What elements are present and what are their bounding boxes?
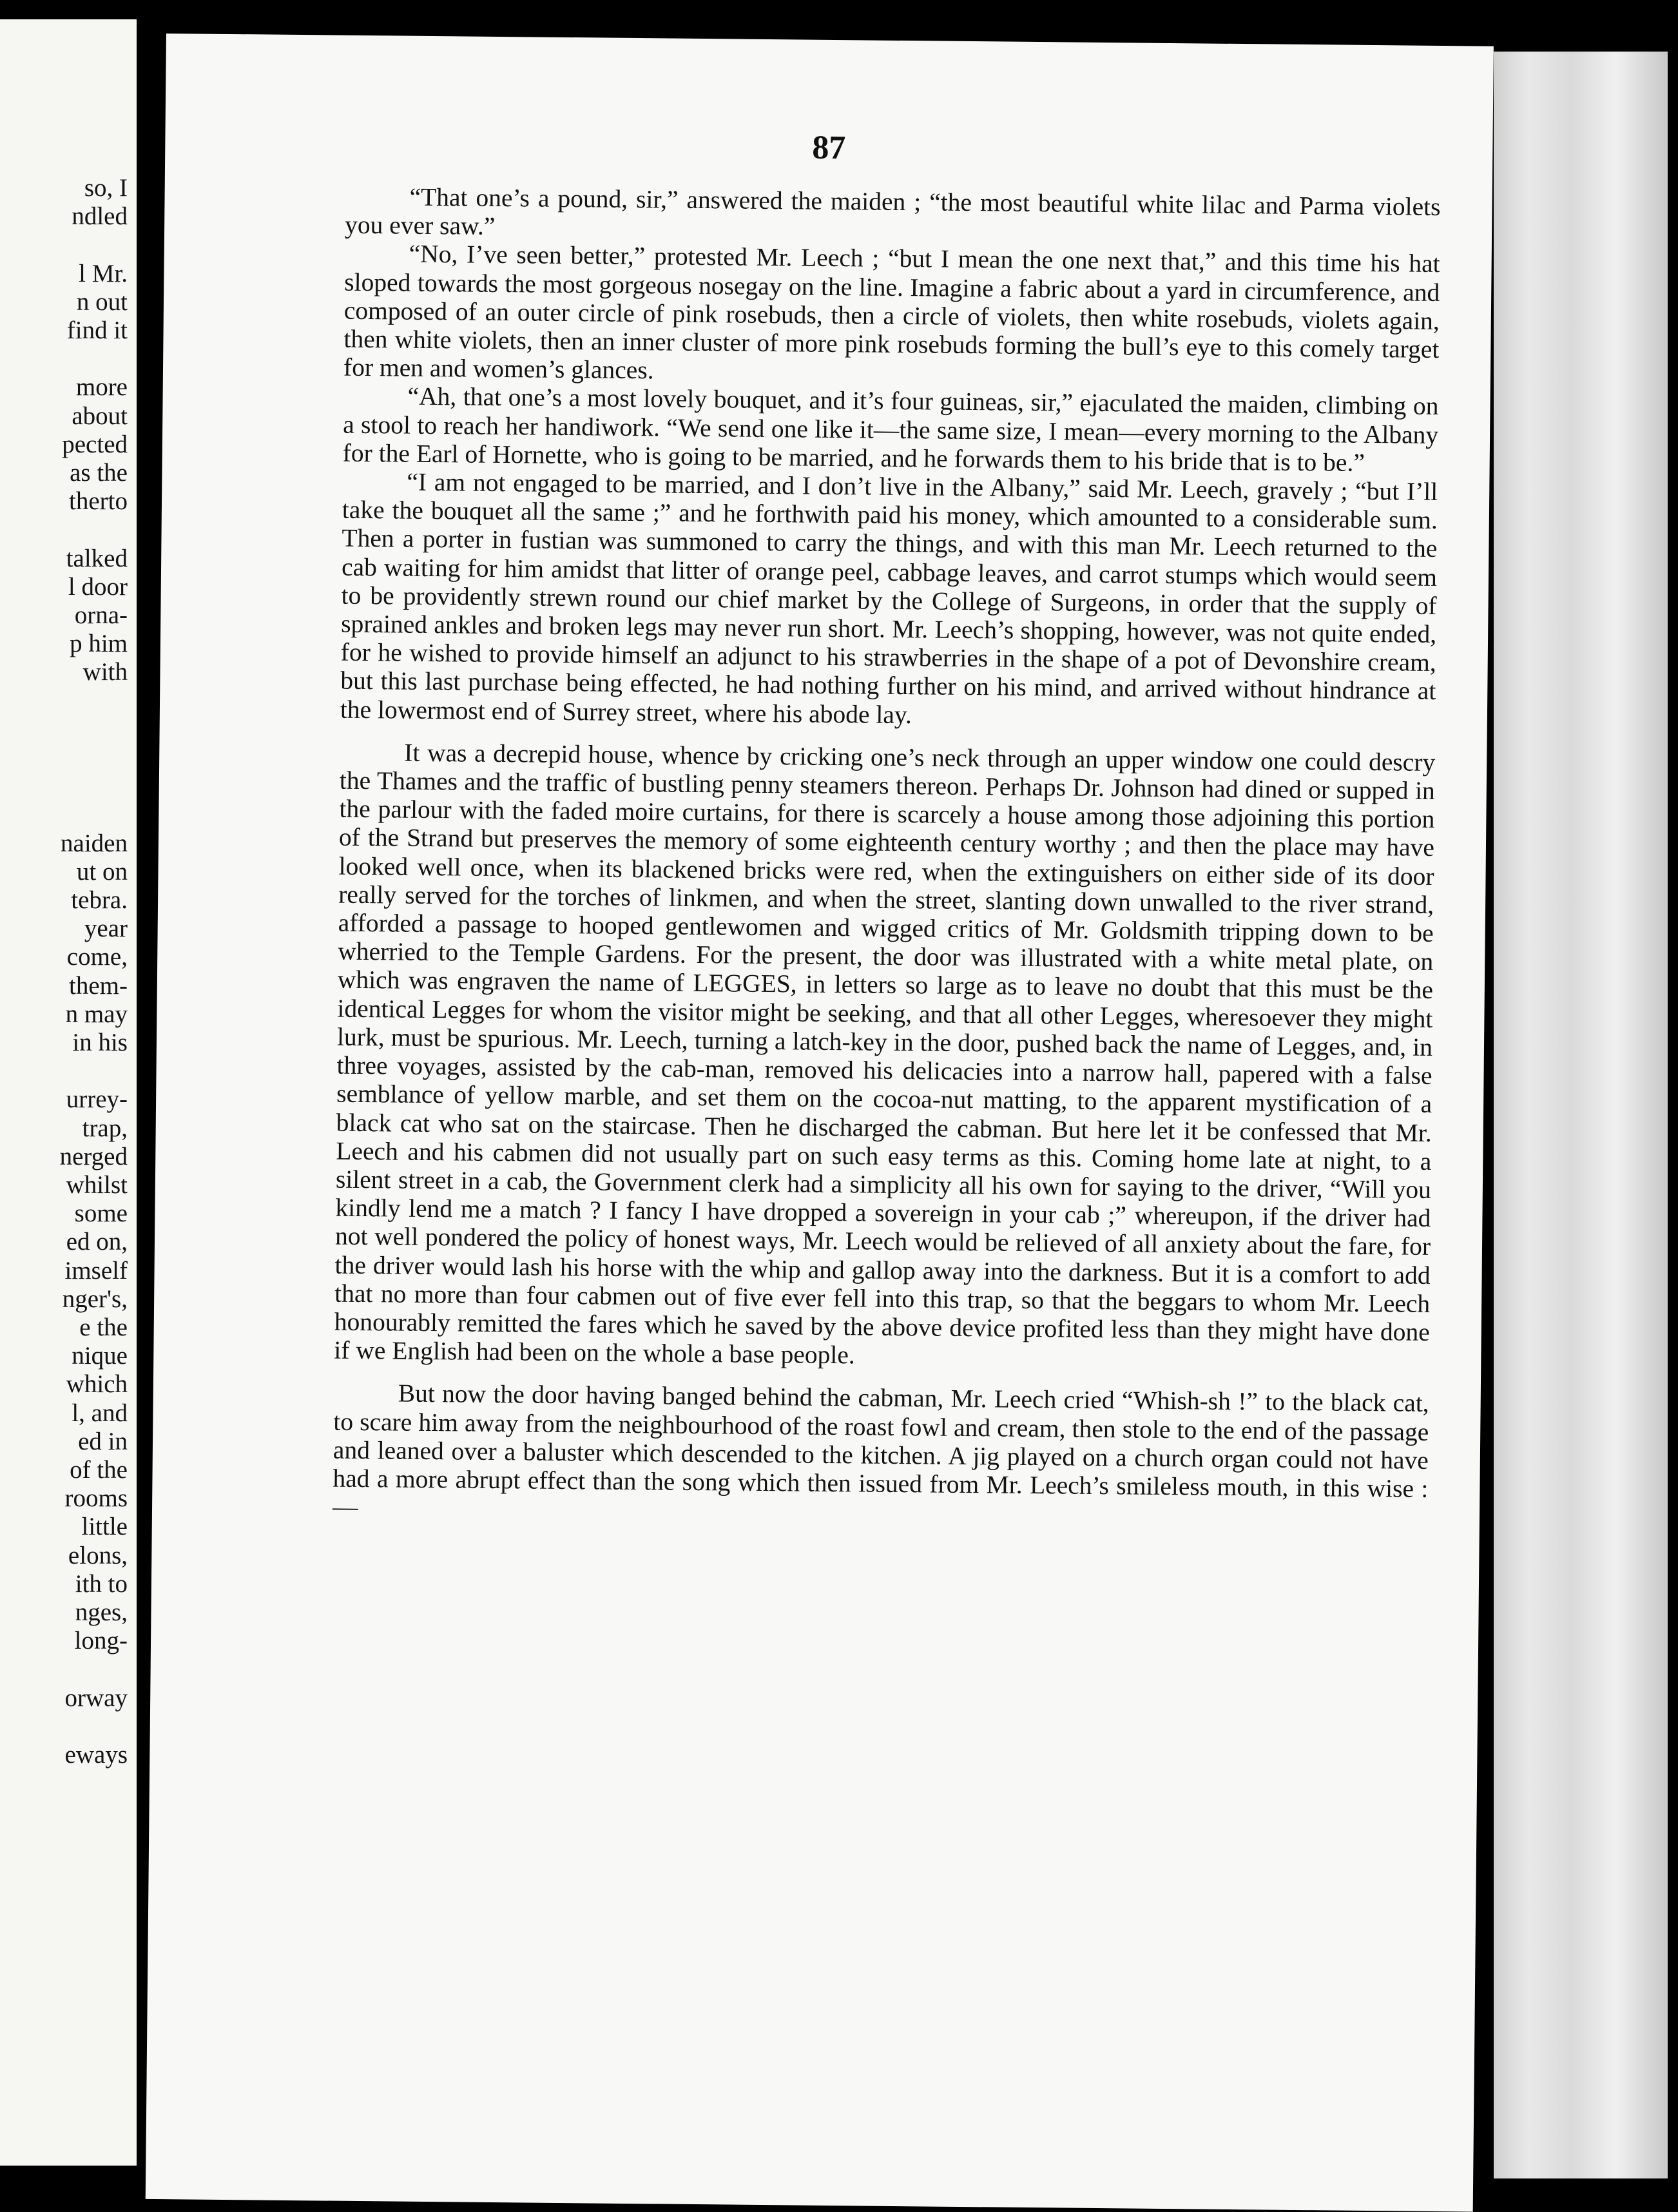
- facing-page-line: so, I: [84, 174, 128, 202]
- paragraph: “I am not engaged to be married, and I don’t live in the Albany,” said Mr. Leech, gravely ; “but I’ll take the bouquet all the same ;” and he forthwith paid his money, which amounted to a considerable sum. Then a porter in fustian was summoned to carry the things, and with this man Mr. Leech returned to the cab waiting for him amidst that litter of orange peel, cabbage leaves, and carrot stumps which would seem to be providently strewn round our chief market by the College of Surgeons, in order that the supply of sprained ankles and broken legs may never run short. Mr. Leech’s shopping, however, was not quite ended, for he wished to provide himself an adjunct to his strawberries in the shape of a pot of Devonshire cream, but this last purchase being effected, he had nothing further on his mind, and arrived without hindrance at the lowermost end of Surrey street, where his abode lay.: [340, 467, 1438, 729]
- facing-page-line: n out: [76, 287, 128, 316]
- paragraph: It was a decrepid house, whence by cricking one’s neck through an upper window one could descry the Thames and the traffic of bustling penny steamers thereon. Perhaps Dr. Johnson had dined or supped in the parlour with the faded moire curtains, for there is scarcely a house among those adjoining this portion of the Strand but preserves the memory of some eighteenth century worthy ; and then the place may have looked well once, when its blackened bricks were red, when the extinguishers on either side of its door really served for the torches of linkmen, and when the street, slanting down unwalled to the river strand, afforded a passage to hooped gentlewomen and wigged critics of Mr. Goldsmith tripping down to be wherried to the Temple Gardens. For the present, the door was illustrated with a white metal plate, on which was engraven the name of LEGGES, in letters so large as to leave no doubt that this must be the identical Legges for whom the visitor might be seeking, and that all other Legges, wheresoever they might lurk, must be spurious. Mr. Leech, turning a latch-key in the door, pushed back the name of Legges, and, in three voyages, assisted by the cab-man, removed his delicacies into a narrow hall, papered with a false semblance of yellow marble, and set them on the cocoa-nut matting, to the apparent mystification of a black cat who sat on the staircase. Then he discharged the cabman. But here let it be confessed that Mr. Leech and his cabmen did not usually part on such easy terms as this. Coming home late at night, to a silent street in a cab, the Government clerk had a simplicity all his own for saying to the driver, “Will you kindly lend me a match ? I fancy I have dropped a sovereign in your cab ;” whereupon, if the driver had not well pondered the policy of honest ways, Mr. Leech would be relieved of all anxiety about the fare, for the driver would lash his horse with the whip and gallop away into the darkness. But it is a comfort to add that no more than four cabmen out of five ever fell into this trap, so that the beggars to whom Mr. Leech honourably remitted the fares which he saved by the above device profited less than they might have done if we English had been on the whole a base people.: [334, 738, 1436, 1370]
- facing-page-line: pected: [62, 430, 128, 458]
- facing-page-line: nger's,: [62, 1285, 128, 1313]
- paragraph: “That one’s a pound, sir,” answered the maiden ; “the most beautiful white lilac and Parma violets you ever saw.”: [344, 182, 1441, 241]
- facing-page-line: ut on: [76, 857, 128, 886]
- paragraph: But now the door having banged behind the cabman, Mr. Leech cried “Whish-sh !” to the black cat, to scare him away from the neighbourhood of the roast fowl and cream, then stole to the end of the passage and leaned over a baluster which descended to the kitchen. A jig played on a church organ could not have had a more abrupt effect than the song which then issued from Mr. Leech’s smileless mouth, in this wise :—: [332, 1379, 1429, 1522]
- facing-page-line: them-: [69, 971, 128, 1000]
- facing-page-line: whilst: [66, 1171, 128, 1199]
- facing-page-line: l door: [68, 572, 128, 601]
- page-number: 87: [812, 129, 846, 167]
- facing-page-line: rooms: [64, 1484, 128, 1513]
- facing-page-line: nerged: [59, 1142, 128, 1170]
- facing-page-line: find it: [66, 316, 128, 344]
- facing-page-line: year: [84, 915, 128, 943]
- facing-page-line: therto: [69, 487, 128, 516]
- facing-page-line: some: [74, 1199, 128, 1228]
- facing-page-line: which: [66, 1370, 128, 1399]
- page-edges: [1494, 52, 1668, 2178]
- facing-page-line: ith to: [75, 1569, 128, 1598]
- facing-page-line: ndled: [72, 202, 128, 231]
- facing-page-line: as the: [70, 459, 128, 487]
- facing-page-line: naiden: [61, 829, 128, 857]
- facing-page-line: ed on,: [66, 1228, 128, 1256]
- facing-page-line: trap,: [82, 1114, 128, 1142]
- facing-page-line: n may: [65, 1000, 128, 1028]
- facing-page-line: talked: [66, 544, 128, 572]
- body-text: [333, 182, 1441, 1532]
- facing-page-line: more: [75, 373, 128, 402]
- facing-page-line: about: [72, 402, 128, 430]
- facing-page-line: little: [81, 1513, 128, 1541]
- facing-page-line: eways: [64, 1741, 128, 1769]
- facing-page-line: with: [82, 658, 128, 686]
- facing-page-line: ed in: [78, 1427, 128, 1455]
- facing-page-line: nges,: [75, 1598, 128, 1626]
- facing-page-line: come,: [66, 943, 128, 971]
- facing-page-line: long-: [74, 1627, 128, 1655]
- paragraph: “Ah, that one’s a most lovely bouquet, and it’s four guineas, sir,” ejaculated the maiden, climbing on a stool to reach her handiwork. “We send one like it—the same size, I mean—every morning to the Albany for the Earl of Hornette, who is going to be married, and he forwards them to his bride that is to be.”: [342, 382, 1439, 477]
- facing-page-line: tebra.: [71, 886, 128, 914]
- facing-page-line: l, and: [72, 1399, 128, 1427]
- facing-page-line: e the: [79, 1314, 128, 1341]
- facing-page-line: l Mr.: [79, 259, 128, 287]
- facing-page-line: orna-: [74, 601, 128, 629]
- book-page: [146, 34, 1494, 2212]
- facing-page-line: of the: [70, 1456, 128, 1484]
- facing-page-line: elons,: [68, 1541, 128, 1569]
- facing-page-line: imself: [64, 1256, 128, 1285]
- facing-page-fragment: [0, 19, 137, 2166]
- facing-page-line: orway: [64, 1683, 128, 1712]
- paragraph: “No, I’ve seen better,” protested Mr. Leech ; “but I mean the one next that,” and this time his hat sloped towards the most gorgeous nosegay on the line. Imagine a fabric about a yard in circumference, and composed of an outer circle of pink rosebuds, then a circle of violets, then white rosebuds, violets again, then white violets, then an inner cluster of more pink rosebuds forming the bull’s eye to this comely target for men and women’s glances.: [343, 240, 1440, 385]
- facing-page-line: p him: [70, 630, 128, 658]
- facing-page-line: nique: [72, 1342, 128, 1370]
- facing-page-line: in his: [72, 1029, 128, 1056]
- facing-page-line: urrey-: [66, 1085, 128, 1114]
